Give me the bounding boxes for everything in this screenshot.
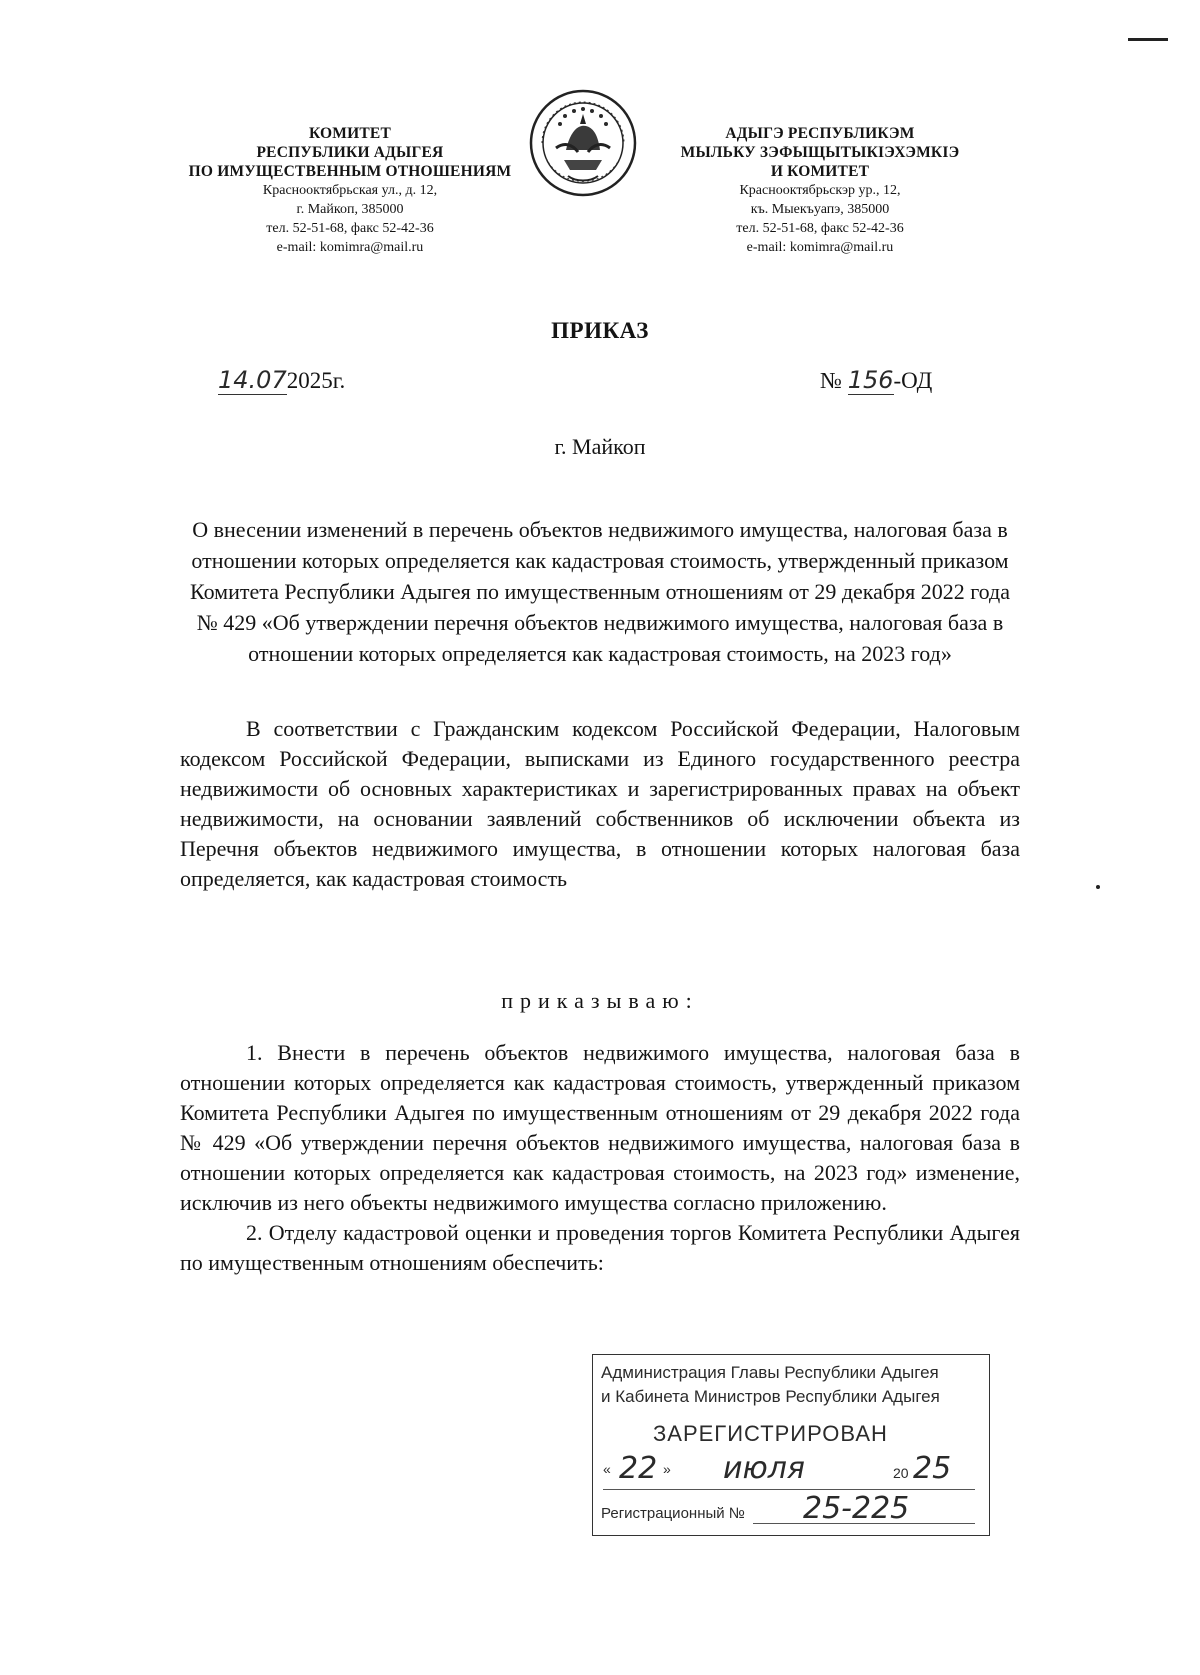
- left-header-address: Краснооктябрьская ул., д. 12,: [262, 183, 438, 198]
- city-name: г. Майкоп: [554, 434, 646, 459]
- right-header-phone: тел. 52-51-68, факс 52-42-36: [736, 221, 904, 236]
- right-header-line3: И КОМИТЕТ: [770, 163, 870, 180]
- stamp-year-suffix: 25: [913, 1451, 952, 1486]
- left-header-line2: РЕСПУБЛИКИ АДЫГЕЯ: [256, 144, 444, 161]
- right-header-line1: АДЫГЭ РЕСПУБЛИКЭМ: [725, 125, 915, 142]
- order-number-suffix: -ОД: [893, 368, 933, 393]
- stamp-day: 22: [619, 1451, 658, 1486]
- stamp-reg-underline: [753, 1523, 975, 1524]
- order-date-year: 2025г.: [286, 368, 346, 393]
- registration-stamp: [592, 1354, 990, 1536]
- order-number: [820, 366, 932, 395]
- document-title: ПРИКАЗ: [551, 318, 649, 343]
- stamp-line1: Администрация Главы Республики Адыгея: [601, 1363, 939, 1382]
- stamp-status: ЗАРЕГИСТРИРОВАН: [653, 1421, 888, 1446]
- stamp-day-close-quote: »: [663, 1461, 671, 1477]
- item-2-paragraph: [180, 1218, 1020, 1278]
- left-header-line1: КОМИТЕТ: [308, 125, 391, 142]
- right-header-address: Краснооктябрьскэр ур., 12,: [739, 183, 901, 198]
- stamp-reg-number: 25-225: [803, 1491, 910, 1526]
- preamble-paragraph: [180, 714, 1020, 894]
- order-number-prefix: №: [820, 368, 842, 393]
- right-header: [655, 124, 985, 257]
- left-header-email: e-mail: komimra@mail.ru: [276, 240, 424, 255]
- order-date-handwritten: 14.07: [218, 366, 287, 394]
- item-1-paragraph: [180, 1038, 1020, 1218]
- order-word: приказываю:: [501, 988, 699, 1013]
- stamp-year-prefix: 20: [893, 1465, 909, 1481]
- item-2-text: 2. Отделу кадастровой оценки и проведения торгов Комитета Республики Адыгея по имущественным отношениям обеспечить:: [180, 1220, 1020, 1275]
- preamble-text: В соответствии с Гражданским кодексом Российской Федерации, Налоговым кодексом Российской Федерации, выписками из Единого государственного реестра недвижимости об основных характеристиках и зарегистрированных правах на объект недвижимости, на основании заявлений собственников об исключении объекта из Перечня объектов недвижимого имущества, в отношении которых налоговая база определяется, как кадастровая стоимость: [180, 716, 1020, 891]
- stamp-date-underline: [603, 1489, 975, 1490]
- scan-dot: [1096, 885, 1100, 889]
- left-header-line3: ПО ИМУЩЕСТВЕННЫМ ОТНОШЕНИЯМ: [188, 163, 512, 180]
- left-header: [170, 124, 530, 257]
- stamp-line2: и Кабинета Министров Республики Адыгея: [601, 1387, 940, 1406]
- left-header-city: г. Майкоп, 385000: [296, 202, 404, 217]
- left-header-phone: тел. 52-51-68, факс 52-42-36: [266, 221, 434, 236]
- stamp-month: июля: [723, 1451, 805, 1486]
- scan-mark: [1128, 38, 1168, 41]
- right-header-city: къ. Мыекъуапэ, 385000: [750, 202, 890, 217]
- adygea-emblem-icon: [528, 88, 638, 198]
- stamp-day-open-quote: «: [603, 1461, 611, 1477]
- order-number-handwritten: 156: [847, 366, 894, 394]
- stamp-reg-label: Регистрационный №: [601, 1505, 745, 1522]
- order-date: [218, 366, 345, 395]
- item-1-text: 1. Внести в перечень объектов недвижимого имущества, налоговая база в отношении которых определяется как кадастровая стоимость, утвержденный приказом Комитета Республики Адыгея по имущественным отношениям от 29 декабря 2022 года № 429 «Об утверждении перечня объектов недвижимого имущества, налоговая база в отношении которых определяется как кадастровая стоимость, на 2023 год» изменение, исключив из него объекты недвижимого имущества согласно приложению.: [180, 1040, 1020, 1215]
- right-header-email: e-mail: komimra@mail.ru: [746, 240, 894, 255]
- right-header-line2: МЫЛЬКУ ЗЭФЫЩЫТЫКIЭХЭМКIЭ: [680, 144, 960, 161]
- order-subject: О внесении изменений в перечень объектов недвижимого имущества, налоговая база в отношении которых определяется как кадастровая стоимость, утвержденный приказом Комитета Республики Адыгея по имущественным отношениям от 29 декабря 2022 года № 429 «Об утверждении перечня объектов недвижимого имущества, налоговая база в отношении которых определяется как кадастровая стоимость, на 2023 год»: [190, 517, 1011, 666]
